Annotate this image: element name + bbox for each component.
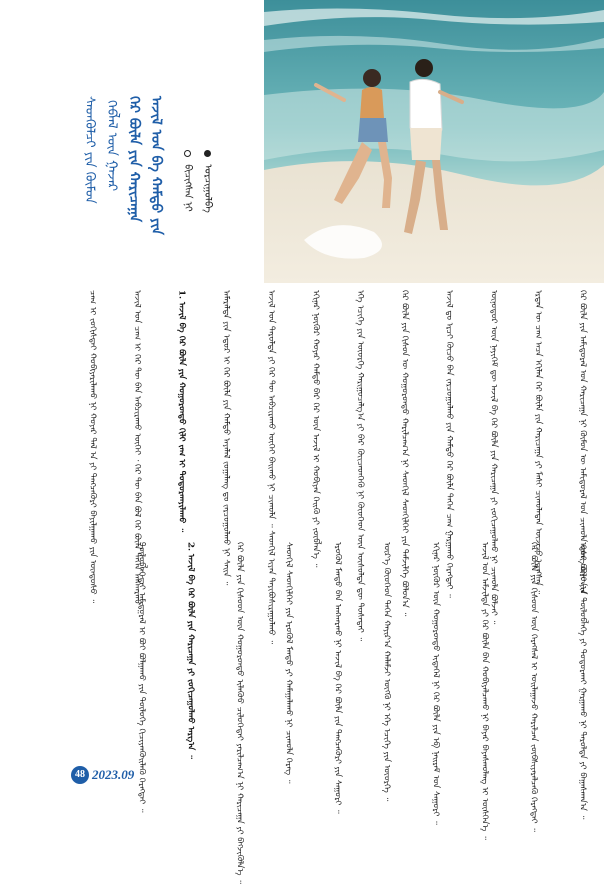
filled-circle-bullet-icon [204, 150, 211, 157]
credit-line-1: ᠰᠡᠳᠭᠦᠯᠴᠢ ᠶᠢᠨ ᠬᠥᠮᠦᠨ [82, 96, 97, 204]
body-column: ᠡᠬᠢᠨᠡᠷ ᠨᠦᠬᠦᠷ ᠬᠣᠶᠠᠷ ᠬᠠᠮᠲᠤ ᠪᠡᠷ ᠭᠡᠷ ᠦᠨ ᠠᠵᠢᠯ ᠢ ᠬᠤᠪᠢᠶᠠᠨ ᠬᠡᠢᠬᠦ ᠶᠢ ᠵᠥᠪᠯᠡᠨ᠎ᠡ ᠃ [310, 290, 321, 568]
body-column: ᠡᠳᠦᠷ ᠪᠦᠷᠢ ᠶᠢᠨ ᠲᠥᠯᠦᠪᠯᠡᠭᠡ ᠶᠢ ᠲᠣᠳᠣᠷᠬᠠᠢ ᠭᠠᠷᠭᠠᠬᠤ ᠨᠢ ᠳᠠᠷᠤᠯᠲᠠ ᠶᠢ ᠪᠠᠭᠠᠰᠬᠠᠨ᠎ᠠ ᠃ [577, 542, 588, 820]
body-column: ᠠᠵᠢᠯ ᠤᠨ ᠳᠠᠷᠤᠯᠲᠠ ᠶᠢ ᠭᠡᠷ ᠲᠦ ᠠᠪᠴᠢᠷᠠᠬᠤ ᠦᠭᠡᠢ ᠪᠠᠢᠬᠤ ᠨᠢ ᠴᠢᠬᠤᠯᠠ ᠃ ᠰᠡᠳᠭᠢᠯ ᠢᠶᠡᠨ ᠲᠠᠶᠢᠪᠤᠰᠢᠷᠠᠭᠤᠯᠬᠤ ᠃ [265, 290, 276, 645]
author-name-1: ᠪᠢᠴᠢᠭᠰᠡᠨ ᠨᠢ [182, 164, 193, 212]
body-column: ᠠᠵᠢᠯ ᠳᠤ ᠡᠷᠴᠢ ᠬᠦᠴᠦ ᠪᠡᠨ ᠵᠠᠷᠴᠤᠭᠤᠯᠬᠤ ᠶᠢᠨ ᠬᠠᠮᠲᠤ ᠭᠡᠷ ᠪᠦᠯᠡ ᠳᠡᠭᠡᠨ ᠴᠠᠭ ᠭᠠᠷᠭᠠᠬᠤ ᠬᠡᠷᠡᠭᠲᠡᠢ ᠃ [443, 290, 454, 598]
body-column: ᠡᠬᠡ ᠡᠴᠢᠭᠡ ᠶᠢᠨ ᠦᠦᠷᠭᠡ ᠬᠠᠷᠢᠭᠤᠴᠠᠯᠭ᠎ᠠ ᠶᠢ ᠪᠠᠷ ᠭᠦᠢᠴᠡᠳᠬᠡᠬᠦ ᠨᠢ ᠬᠦᠦᠬᠡᠳ ᠦᠨ ᠥᠰᠦᠯᠲᠡ ᠳᠦ ᠲᠤᠰᠠᠲᠠᠢ ᠃ [354, 290, 365, 642]
page-footer [71, 766, 134, 784]
body-column: 2. ᠠᠵᠢᠯ ᠪᠠ ᠭᠡᠷ ᠪᠦᠯᠡ ᠶᠢᠨ ᠬᠠᠷᠢᠴᠠᠭᠠ ᠶᠢ ᠵᠣᠬᠢᠴᠠᠭᠤᠯᠬᠤ ᠠᠷᠭ᠎ᠠ ᠃ [185, 542, 196, 759]
body-column: ᠠᠵᠢᠯ ᠤᠨ ᠴᠠᠭ ᠢ ᠭᠡᠷ ᠲᠦ ᠪᠠᠨ ᠠᠪᠴᠢᠷᠠᠬᠤ ᠦᠭᠡᠢ ᠂ ᠭᠡᠷ ᠲᠦ ᠪᠠᠨ ᠪᠣᠯ ᠭᠡᠷ ᠪᠦᠯᠡ ᠳᠡᠭᠡᠨ ᠠᠩᠬᠠᠷᠬᠤ ᠃ [132, 290, 143, 614]
article-title-line-2: ᠠᠵᠢᠯ ᠤᠨ ᠪᠠ ᠬᠠᠮᠲᠤ ᠶᠢᠨ [148, 96, 164, 235]
body-column: ᠭᠡᠷ ᠪᠦᠯᠡ ᠶᠢᠨ ᠭᠢᠰᠦᠨ ᠦ ᠬᠣᠭᠣᠷᠣᠨᠳᠤ ᠬᠠᠷᠢᠯᠴᠠᠭ᠎ᠠ ᠨᠢ ᠰᠡᠳᠭᠢᠯ ᠰᠡᠳᠬᠢᠯᠬᠡᠢ ᠶᠢᠨ ᠳᠡᠮᠵᠢᠯᠭᠡ ᠪᠣᠯᠤᠨ᠎ᠠ ᠃ [399, 290, 410, 617]
beach-couple-photo [264, 0, 604, 283]
body-column: ᠦᠷ᠎ᠡ ᠬᠦᠦᠬᠡᠳ ᠲᠡᠭᠡᠨ ᠬᠠᠶᠢᠷ᠎ᠠ ᠬᠠᠯᠠᠮᠵᠢ ᠥᠭᠬᠦ ᠨᠢ ᠡᠬᠡ ᠡᠴᠢᠭᠡ ᠶᠢᠨ ᠦᠦᠷᠭᠡ ᠃ [381, 542, 392, 802]
body-column: 1. ᠠᠵᠢᠯ ᠪᠠ ᠭᠡᠷ ᠪᠦᠯᠡ ᠶᠢᠨ ᠬᠣᠭᠣᠷᠣᠨᠳᠤ ᠬᠢᠯᠢ ᠵᠠᠭ ᠢ ᠲᠣᠳᠣᠷᠬᠠᠶᠢᠯᠠᠬᠤ ᠃ [176, 290, 187, 533]
body-column: ᠡᠬᠢᠨᠡᠷ ᠨᠥᠬᠥᠷ ᠦᠨ ᠬᠣᠭᠣᠷᠣᠨᠳᠤ ᠢᠳᠡᠭᠡᠯ ᠨᠢ ᠭᠡᠷ ᠪᠦᠯᠡ ᠶᠢᠨ ᠡᠪ ᠨᠠᠢᠷᠠᠮ ᠤᠨ ᠰᠠᠭᠤᠷᠢ ᠃ [430, 542, 441, 825]
body-column: ᠴᠠᠭ ᠢ ᠵᠣᠬᠢᠰᠲᠠᠢ ᠬᠤᠪᠢᠶᠠᠷᠢᠯᠠᠬᠤ ᠨᠢ ᠬᠣᠶᠠᠷ ᠲᠠᠯ ᠠ ᠶᠢ ᠲᠡᠩᠴᠡᠭᠦᠷᠢ ᠪᠠᠶᠢᠯᠭᠠᠬᠤ ᠶᠢᠨ ᠦᠨᠳᠦᠰᠦ ᠃ [87, 290, 98, 604]
body-column: ᠲᠥᠯᠦᠪᠯᠡᠭᠡᠲᠡᠢ ᠠᠮᠢᠳᠤᠷᠠᠯ ᠢ ᠪᠤᠢ ᠪᠣᠯᠭᠠᠬᠤ ᠶᠢᠨ ᠲᠥᠯᠦᠭᠡ ᠬᠢᠴᠢᠶᠡᠨᠭᠦᠢᠯᠡᠬᠦ ᠬᠡᠷᠡᠭᠲᠡᠢ ᠃ [136, 542, 147, 813]
issue-date: 2023.09 [92, 767, 135, 782]
body-column: ᠡᠷᠦᠬᠦᠯ ᠮᠡᠨᠳᠦ ᠪᠡᠨ ᠠᠩᠬᠠᠷᠬᠤ ᠨᠢ ᠠᠵᠢᠯ ᠪᠠ ᠭᠡᠷ ᠪᠦᠯᠡ ᠶᠢᠨ ᠲᠡᠩᠴᠡᠭᠦᠷᠢ ᠶᠢᠨ ᠰᠠᠭᠤᠷᠢ ᠃ [332, 542, 343, 814]
body-column: ᠥᠨᠥᠳᠤᠷ ᠦᠨ ᠨᠡᠶᠢᠭᠡᠮ ᠳᠦ ᠠᠵᠢᠯ ᠪᠠ ᠭᠡᠷ ᠪᠦᠯᠡ ᠶᠢᠨ ᠬᠠᠷᠢᠴᠠᠭᠠ ᠶᠢ ᠵᠣᠬᠢᠴᠠᠭᠤᠯᠬᠤ ᠨᠢ ᠴᠢᠬᠤᠯᠠ ᠪᠣᠯᠵᠠᠢ ᠃ [488, 290, 499, 625]
author-line-1 [178, 150, 196, 212]
body-column: ᠠᠵᠢᠯ ᠤᠨ ᠠᠮᠵᠢᠯᠲᠠ ᠶᠢ ᠭᠡᠷ ᠪᠦᠯᠡ ᠪᠡᠨ ᠬᠤᠪᠢᠶᠠᠯᠴᠠᠬᠤ ᠨᠢ ᠪᠠᠶᠠᠷ ᠪᠠᠶᠠᠰᠬᠤᠯᠠᠩ ᠢ ᠥᠰᠭᠡᠨ᠎ᠡ ᠃ [479, 542, 490, 840]
body-column: ᠭᠡᠷ ᠪᠦᠯᠡ ᠶᠢᠨ ᠭᠢᠰᠦᠳ ᠦᠨ ᠬᠣᠭᠣᠷᠣᠨᠳᠤ ᠢᠯᠡᠭᠦᠦ ᠴᠢᠯᠦᠭᠡᠲᠡᠢ ᠶᠠᠷᠢᠯᠴᠠᠭ᠎ᠠ ᠨᠢ ᠬᠠᠷᠢᠴᠠᠭᠠ ᠶᠢ ᠪᠡᠬᠵᠢᠭᠦᠯᠨ᠎ᠡ ᠃ [234, 542, 245, 884]
author-name-2: ᠣᠷᠴᠢᠭᠤᠯᠪᠠ [202, 164, 213, 213]
article-title-line-1: ᠭᠡᠷ ᠪᠦᠯᠡ ᠶᠢᠨ ᠬᠠᠷᠢᠴᠠᠭᠠ [126, 96, 142, 223]
body-column: ᠰᠡᠳᠭᠢᠯ ᠰᠡᠳᠬᠢᠯᠬᠡᠢ ᠶᠢᠨ ᠡᠷᠦᠬᠦᠯ ᠮᠡᠨᠳᠦ ᠶᠢ ᠬᠠᠮᠠᠭᠠᠯᠠᠬᠤ ᠨᠢ ᠴᠢᠬᠤᠯᠠ ᠬᠡᠷᠡᠭ ᠃ [283, 542, 294, 784]
credit-line-2: ᠬᠡᠪᠯᠡᠯ ᠦᠨ ᠭᠠᠵᠠᠷ [104, 100, 119, 192]
body-column: ᠠᠮᠠᠷᠠᠯᠲᠠ ᠶᠢᠨ ᠡᠳᠦᠷ ᠢ ᠭᠡᠷ ᠪᠦᠯᠡ ᠶᠢᠨ ᠬᠠᠮᠲᠤ ᠠᠶᠠᠯᠠᠯ ᠵᠤᠭᠠᠯᠠᠩ ᠳᠤ ᠵᠠᠷᠴᠤᠭᠤᠯᠬᠤ ᠨᠢ ᠰᠠᠢᠨ ᠃ [221, 290, 232, 586]
body-column: ᠡᠷᠲᠡᠨ ᠦ ᠴᠠᠭ ᠠᠴᠠ ᠡᠬᠢᠯᠡᠨ ᠭᠡᠷ ᠪᠦᠯᠡ ᠶᠢᠨ ᠬᠠᠷᠢᠴᠠᠭᠠ ᠶᠢ ᠮᠠᠰᠢ ᠴᠢᠬᠤᠯᠠᠳᠠᠨ ᠦᠵᠡᠵᠦ ᠢᠷᠡᠭᠰᠡᠨ ᠃ [533, 290, 544, 595]
page-number: 48 [71, 766, 89, 784]
open-circle-bullet-icon [184, 150, 191, 157]
body-column: ᠭᠡᠷ ᠪᠦᠯᠡ ᠶᠢᠨ ᠠᠮᠢᠳᠤᠷᠠᠯ ᠤᠨ ᠬᠠᠷᠢᠴᠠᠭᠠ ᠨᠢ ᠬᠦᠮᠦᠨ ᠦ ᠠᠮᠢᠳᠤᠷᠠᠯ ᠤᠨ ᠴᠢᠬᠤᠯᠠ ᠬᠡᠰᠡᠭ ᠪᠣᠯᠤᠨ᠎ᠠ ᠃ [577, 290, 588, 603]
body-column: ᠭᠡᠷ ᠪᠦᠯᠡ ᠶᠢᠨ ᠭᠢᠰᠦᠳ ᠦᠨ ᠬᠡᠷᠡᠭᠰᠡᠯ ᠢ ᠣᠢᠯᠠᠭᠠᠵᠤ ᠬᠠᠷᠢᠯᠴᠠᠨ ᠵᠥᠪᠰᠢᠶᠡᠷᠡᠯᠴᠡᠬᠦ ᠬᠡᠷᠡᠭᠲᠡᠢ ᠃ [528, 542, 539, 832]
author-line-2 [198, 150, 216, 213]
